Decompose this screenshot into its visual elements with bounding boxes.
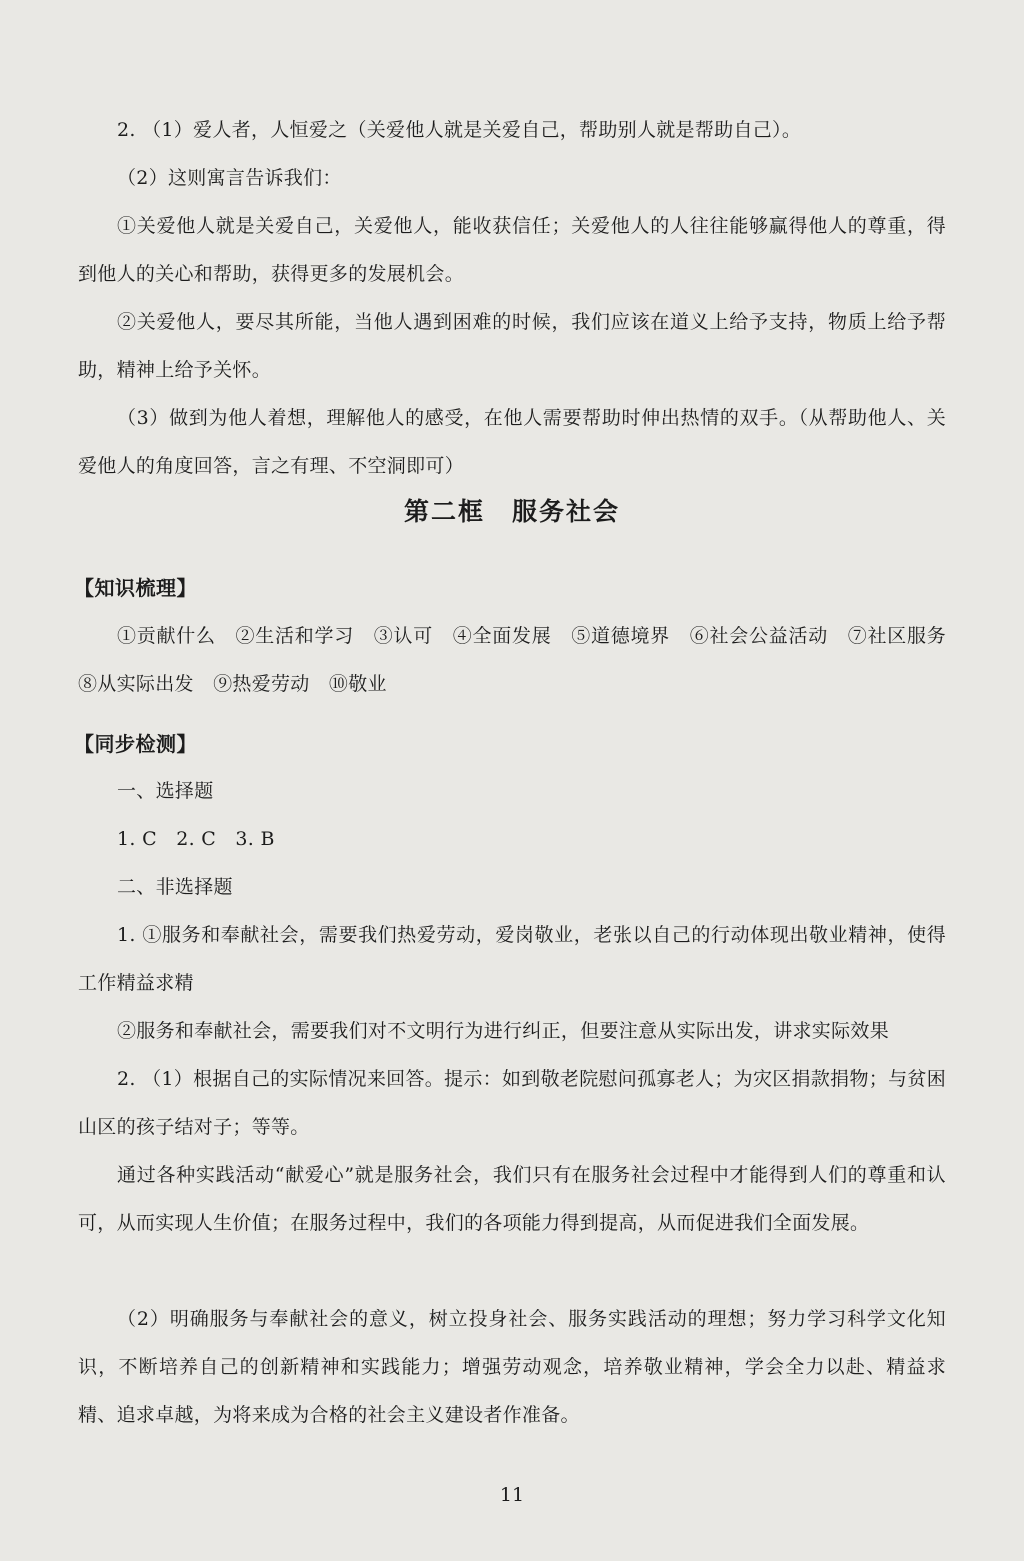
non-mc-q1-part2: ②服务和奉献社会，需要我们对不文明行为进行纠正，但要注意从实际出发，讲求实际效果 [117, 1020, 890, 1042]
knowledge-text: ①贡献什么 ②生活和学习 ③认可 ④全面发展 ⑤道德境界 ⑥社会公益活动 ⑦社区服务 ⑧从实际出发 ⑨热爱劳动 ⑩敬业 [78, 625, 966, 695]
knowledge-heading: 【知识梳理】 [74, 576, 197, 600]
answer-2-2-point-1: ①关爱他人就是关爱自己，关爱他人，能收获信任；关爱他人的人往往能够赢得他人的尊重，得到他人的关心和帮助，获得更多的发展机会。 [78, 215, 946, 285]
answer-2-2-point-2: ②关爱他人，要尽其所能，当他人遇到困难的时候，我们应该在道义上给予支持，物质上给予帮助，精神上给予关怀。 [78, 311, 946, 381]
non-mc-q2-1-explanation: 通过各种实践活动“献爱心”就是服务社会，我们只有在服务社会过程中才能得到人们的尊重和认可，从而实现人生价值；在服务过程中，我们的各项能力得到提高，从而促进我们全面发展。 [78, 1164, 946, 1234]
mc-answers: 1. C 2. C 3. B [117, 828, 275, 850]
non-mc-q1-part1: 1. ①服务和奉献社会，需要我们热爱劳动，爱岗敬业，老张以自己的行动体现出敬业精神，使得工作精益求精 [78, 924, 946, 994]
mc-label: 一、选择题 [117, 780, 214, 802]
answer-2-2-intro: （2）这则寓言告诉我们： [117, 167, 342, 189]
non-mc-q2-2: （2）明确服务与奉献社会的意义，树立投身社会、服务实践活动的理想；努力学习科学文化知识，不断培养自己的创新精神和实践能力；增强劳动观念，培养敬业精神，学会全力以赴、精益求精、追求卓越，为将来成为合格的社会主义建设者作准备。 [78, 1308, 946, 1426]
page-number: 11 [499, 1484, 525, 1506]
answer-2-1: 2. （1）爱人者，人恒爱之（关爱他人就是关爱自己，帮助别人就是帮助自己）。 [117, 119, 802, 141]
section-title: 第二框 服务社会 [403, 497, 620, 526]
non-mc-label: 二、非选择题 [117, 876, 233, 898]
non-mc-q2-1: 2. （1）根据自己的实际情况来回答。提示：如到敬老院慰问孤寡老人；为灾区捐款捐物；与贫困山区的孩子结对子；等等。 [78, 1068, 946, 1138]
sync-heading: 【同步检测】 [74, 732, 197, 756]
answer-2-3: （3）做到为他人着想，理解他人的感受，在他人需要帮助时伸出热情的双手。（从帮助他人、关爱他人的角度回答，言之有理、不空洞即可） [78, 407, 946, 477]
